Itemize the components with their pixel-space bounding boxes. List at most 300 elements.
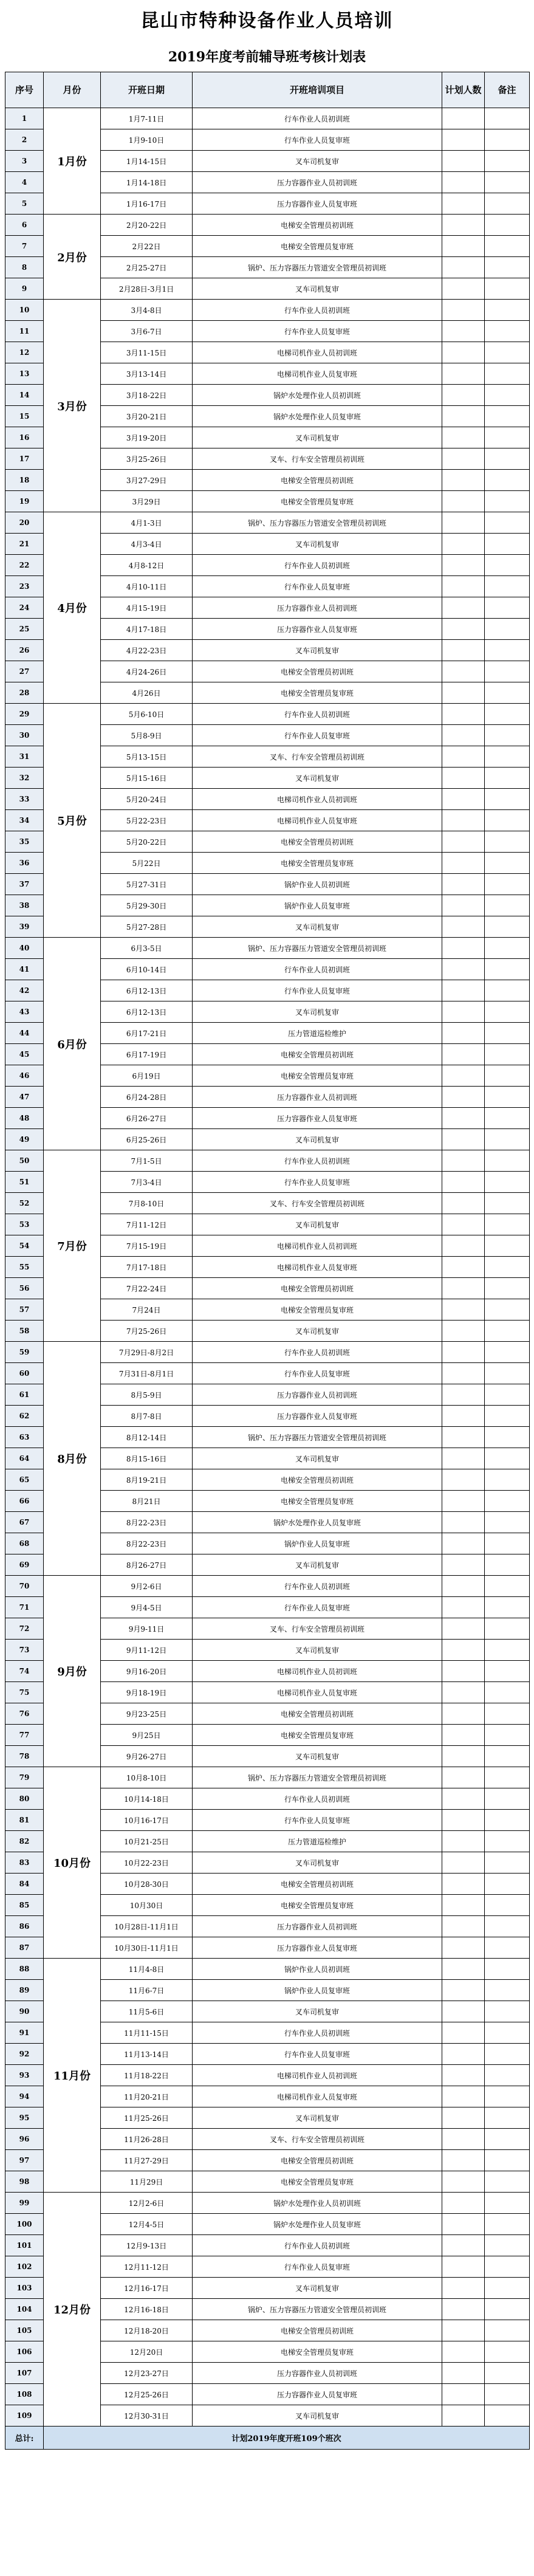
start-date-cell: 1月14-18日 bbox=[101, 172, 193, 193]
row-index: 40 bbox=[5, 938, 44, 959]
row-index: 50 bbox=[5, 1150, 44, 1172]
start-date-cell: 8月7-8日 bbox=[101, 1406, 193, 1427]
planned-count-cell bbox=[442, 640, 485, 661]
project-cell: 叉车、行车安全管理员初训班 bbox=[193, 2129, 442, 2150]
planned-count-cell bbox=[442, 980, 485, 1001]
page-subtitle: 2019年度考前辅导班考核计划表 bbox=[168, 49, 366, 65]
start-date-cell: 11月27-29日 bbox=[101, 2150, 193, 2171]
planned-count-cell bbox=[442, 1703, 485, 1725]
planned-count-cell bbox=[442, 555, 485, 576]
remarks-cell bbox=[485, 1342, 530, 1363]
start-date-cell: 4月22-23日 bbox=[101, 640, 193, 661]
project-cell: 行车作业人员初训班 bbox=[193, 1342, 442, 1363]
start-date-cell: 10月14-18日 bbox=[101, 1788, 193, 1810]
start-date-cell: 3月29日 bbox=[101, 491, 193, 512]
planned-count-cell bbox=[442, 682, 485, 704]
planned-count-cell bbox=[442, 1469, 485, 1491]
project-cell: 叉车司机复审 bbox=[193, 1129, 442, 1150]
project-cell: 电梯安全管理员初训班 bbox=[193, 215, 442, 236]
row-index: 21 bbox=[5, 534, 44, 555]
month-cell: 7月份 bbox=[44, 1150, 101, 1342]
start-date-cell: 4月26日 bbox=[101, 682, 193, 704]
remarks-cell bbox=[485, 1406, 530, 1427]
start-date-cell: 12月25-26日 bbox=[101, 2384, 193, 2405]
start-date-cell: 10月8-10日 bbox=[101, 1767, 193, 1788]
start-date-cell: 5月20-22日 bbox=[101, 831, 193, 853]
start-date-cell: 12月30-31日 bbox=[101, 2405, 193, 2427]
project-cell: 电梯司机作业人员复审班 bbox=[193, 1682, 442, 1703]
planned-count-cell bbox=[442, 151, 485, 172]
project-cell: 电梯司机作业人员复审班 bbox=[193, 810, 442, 831]
row-index: 107 bbox=[5, 2363, 44, 2384]
start-date-cell: 7月25-26日 bbox=[101, 1321, 193, 1342]
project-cell: 锅炉、压力容器压力管道安全管理员初训班 bbox=[193, 257, 442, 278]
project-cell: 电梯安全管理员复审班 bbox=[193, 2341, 442, 2363]
project-cell: 叉车司机复审 bbox=[193, 2001, 442, 2022]
remarks-cell bbox=[485, 1299, 530, 1321]
page-title: 昆山市特种设备作业人员培训 bbox=[140, 10, 394, 32]
remarks-cell bbox=[485, 1640, 530, 1661]
project-cell: 电梯安全管理员复审班 bbox=[193, 2171, 442, 2193]
row-index: 104 bbox=[5, 2299, 44, 2320]
month-cell: 2月份 bbox=[44, 215, 101, 300]
table-row bbox=[5, 215, 530, 236]
start-date-cell: 12月11-12日 bbox=[101, 2256, 193, 2278]
planned-count-cell bbox=[442, 257, 485, 278]
planned-count-cell bbox=[442, 1299, 485, 1321]
planned-count-cell bbox=[442, 725, 485, 746]
row-index: 74 bbox=[5, 1661, 44, 1682]
month-cell: 10月份 bbox=[44, 1767, 101, 1959]
row-index: 80 bbox=[5, 1788, 44, 1810]
start-date-cell: 5月6-10日 bbox=[101, 704, 193, 725]
start-date-cell: 10月30日-11月1日 bbox=[101, 1937, 193, 1959]
row-index: 85 bbox=[5, 1895, 44, 1916]
planned-count-cell bbox=[442, 1150, 485, 1172]
row-index: 65 bbox=[5, 1469, 44, 1491]
row-index: 48 bbox=[5, 1108, 44, 1129]
planned-count-cell bbox=[442, 916, 485, 938]
planned-count-cell bbox=[442, 1788, 485, 1810]
remarks-cell bbox=[485, 257, 530, 278]
remarks-cell bbox=[485, 278, 530, 300]
remarks-cell bbox=[485, 1044, 530, 1065]
row-index: 62 bbox=[5, 1406, 44, 1427]
remarks-cell bbox=[485, 1023, 530, 1044]
project-cell: 行车作业人员初训班 bbox=[193, 2235, 442, 2256]
remarks-cell bbox=[485, 300, 530, 321]
planned-count-cell bbox=[442, 1640, 485, 1661]
project-cell: 压力容器作业人员初训班 bbox=[193, 1384, 442, 1406]
remarks-cell bbox=[485, 1788, 530, 1810]
table-row bbox=[5, 1342, 530, 1363]
remarks-cell bbox=[485, 576, 530, 597]
project-cell: 电梯安全管理员初训班 bbox=[193, 2320, 442, 2341]
start-date-cell: 12月4-5日 bbox=[101, 2214, 193, 2235]
planned-count-cell bbox=[442, 2299, 485, 2320]
row-index: 9 bbox=[5, 278, 44, 300]
planned-count-cell bbox=[442, 491, 485, 512]
project-cell: 叉车司机复审 bbox=[193, 2107, 442, 2129]
planned-count-cell bbox=[442, 2065, 485, 2086]
planned-count-cell bbox=[442, 874, 485, 895]
planned-count-cell bbox=[442, 576, 485, 597]
row-index: 16 bbox=[5, 427, 44, 448]
project-cell: 叉车司机复审 bbox=[193, 640, 442, 661]
planned-count-cell bbox=[442, 1044, 485, 1065]
start-date-cell: 9月18-19日 bbox=[101, 1682, 193, 1703]
start-date-cell: 4月10-11日 bbox=[101, 576, 193, 597]
planned-count-cell bbox=[442, 1448, 485, 1469]
project-cell: 叉车司机复审 bbox=[193, 916, 442, 938]
planned-count-cell bbox=[442, 1618, 485, 1640]
start-date-cell: 5月27-28日 bbox=[101, 916, 193, 938]
planned-count-cell bbox=[442, 406, 485, 427]
row-index: 102 bbox=[5, 2256, 44, 2278]
remarks-cell bbox=[485, 1554, 530, 1576]
remarks-cell bbox=[485, 1576, 530, 1597]
start-date-cell: 11月4-8日 bbox=[101, 1959, 193, 1980]
planned-count-cell bbox=[442, 831, 485, 853]
row-index: 11 bbox=[5, 321, 44, 342]
project-cell: 叉车、行车安全管理员初训班 bbox=[193, 1618, 442, 1640]
remarks-cell bbox=[485, 1427, 530, 1448]
row-index: 24 bbox=[5, 597, 44, 619]
header-remarks: 备注 bbox=[485, 72, 530, 108]
remarks-cell bbox=[485, 831, 530, 853]
remarks-cell bbox=[485, 2171, 530, 2193]
project-cell: 锅炉作业人员复审班 bbox=[193, 1980, 442, 2001]
row-index: 99 bbox=[5, 2193, 44, 2214]
planned-count-cell bbox=[442, 1108, 485, 1129]
planned-count-cell bbox=[442, 1874, 485, 1895]
planned-count-cell bbox=[442, 2044, 485, 2065]
start-date-cell: 4月3-4日 bbox=[101, 534, 193, 555]
row-index: 83 bbox=[5, 1852, 44, 1874]
row-index: 14 bbox=[5, 385, 44, 406]
project-cell: 锅炉、压力容器压力管道安全管理员初训班 bbox=[193, 2299, 442, 2320]
row-index: 56 bbox=[5, 1278, 44, 1299]
planned-count-cell bbox=[442, 959, 485, 980]
project-cell: 行车作业人员初训班 bbox=[193, 2022, 442, 2044]
row-index: 49 bbox=[5, 1129, 44, 1150]
project-cell: 叉车司机复审 bbox=[193, 534, 442, 555]
remarks-cell bbox=[485, 1257, 530, 1278]
row-index: 13 bbox=[5, 363, 44, 385]
planned-count-cell bbox=[442, 2341, 485, 2363]
project-cell: 电梯司机作业人员初训班 bbox=[193, 789, 442, 810]
project-cell: 电梯安全管理员复审班 bbox=[193, 1299, 442, 1321]
start-date-cell: 8月22-23日 bbox=[101, 1512, 193, 1533]
row-index: 20 bbox=[5, 512, 44, 534]
row-index: 86 bbox=[5, 1916, 44, 1937]
project-cell: 压力容器作业人员初训班 bbox=[193, 1916, 442, 1937]
row-index: 31 bbox=[5, 746, 44, 768]
start-date-cell: 11月5-6日 bbox=[101, 2001, 193, 2022]
remarks-cell bbox=[485, 1129, 530, 1150]
start-date-cell: 2月22日 bbox=[101, 236, 193, 257]
month-cell: 11月份 bbox=[44, 1959, 101, 2193]
remarks-cell bbox=[485, 1278, 530, 1299]
start-date-cell: 6月26-27日 bbox=[101, 1108, 193, 1129]
project-cell: 叉车司机复审 bbox=[193, 1448, 442, 1469]
start-date-cell: 3月18-22日 bbox=[101, 385, 193, 406]
remarks-cell bbox=[485, 1491, 530, 1512]
project-cell: 叉车司机复审 bbox=[193, 278, 442, 300]
row-index: 94 bbox=[5, 2086, 44, 2107]
planned-count-cell bbox=[442, 1342, 485, 1363]
row-index: 103 bbox=[5, 2278, 44, 2299]
planned-count-cell bbox=[442, 1895, 485, 1916]
start-date-cell: 4月15-19日 bbox=[101, 597, 193, 619]
start-date-cell: 5月22-23日 bbox=[101, 810, 193, 831]
project-cell: 锅炉水处理作业人员初训班 bbox=[193, 2193, 442, 2214]
row-index: 78 bbox=[5, 1746, 44, 1767]
project-cell: 行车作业人员复审班 bbox=[193, 321, 442, 342]
start-date-cell: 12月16-17日 bbox=[101, 2278, 193, 2299]
row-index: 39 bbox=[5, 916, 44, 938]
project-cell: 行车作业人员复审班 bbox=[193, 980, 442, 1001]
remarks-cell bbox=[485, 1001, 530, 1023]
month-cell: 12月份 bbox=[44, 2193, 101, 2427]
remarks-cell bbox=[485, 470, 530, 491]
start-date-cell: 12月16-18日 bbox=[101, 2299, 193, 2320]
planned-count-cell bbox=[442, 1235, 485, 1257]
remarks-cell bbox=[485, 1810, 530, 1831]
planned-count-cell bbox=[442, 2001, 485, 2022]
remarks-cell bbox=[485, 1959, 530, 1980]
start-date-cell: 4月17-18日 bbox=[101, 619, 193, 640]
project-cell: 叉车司机复审 bbox=[193, 1852, 442, 1874]
row-index: 52 bbox=[5, 1193, 44, 1214]
start-date-cell: 1月16-17日 bbox=[101, 193, 193, 215]
remarks-cell bbox=[485, 1831, 530, 1852]
project-cell: 压力容器作业人员复审班 bbox=[193, 619, 442, 640]
row-index: 34 bbox=[5, 810, 44, 831]
planned-count-cell bbox=[442, 1512, 485, 1533]
planned-count-cell bbox=[442, 2256, 485, 2278]
start-date-cell: 6月3-5日 bbox=[101, 938, 193, 959]
remarks-cell bbox=[485, 2107, 530, 2129]
start-date-cell: 8月21日 bbox=[101, 1491, 193, 1512]
remarks-cell bbox=[485, 2320, 530, 2341]
row-index: 72 bbox=[5, 1618, 44, 1640]
project-cell: 叉车司机复审 bbox=[193, 768, 442, 789]
start-date-cell: 5月27-31日 bbox=[101, 874, 193, 895]
start-date-cell: 7月29日-8月2日 bbox=[101, 1342, 193, 1363]
row-index: 89 bbox=[5, 1980, 44, 2001]
project-cell: 行车作业人员初训班 bbox=[193, 300, 442, 321]
project-cell: 叉车司机复审 bbox=[193, 151, 442, 172]
remarks-cell bbox=[485, 2341, 530, 2363]
start-date-cell: 3月19-20日 bbox=[101, 427, 193, 448]
row-index: 69 bbox=[5, 1554, 44, 1576]
row-index: 23 bbox=[5, 576, 44, 597]
row-index: 58 bbox=[5, 1321, 44, 1342]
start-date-cell: 6月12-13日 bbox=[101, 1001, 193, 1023]
remarks-cell bbox=[485, 2363, 530, 2384]
planned-count-cell bbox=[442, 1831, 485, 1852]
start-date-cell: 8月12-14日 bbox=[101, 1427, 193, 1448]
row-index: 15 bbox=[5, 406, 44, 427]
start-date-cell: 9月9-11日 bbox=[101, 1618, 193, 1640]
remarks-cell bbox=[485, 2299, 530, 2320]
planned-count-cell bbox=[442, 385, 485, 406]
row-index: 60 bbox=[5, 1363, 44, 1384]
remarks-cell bbox=[485, 1172, 530, 1193]
remarks-cell bbox=[485, 1682, 530, 1703]
row-index: 8 bbox=[5, 257, 44, 278]
remarks-cell bbox=[485, 725, 530, 746]
start-date-cell: 9月2-6日 bbox=[101, 1576, 193, 1597]
row-index: 98 bbox=[5, 2171, 44, 2193]
remarks-cell bbox=[485, 406, 530, 427]
planned-count-cell bbox=[442, 512, 485, 534]
header-month: 月份 bbox=[44, 72, 101, 108]
remarks-cell bbox=[485, 768, 530, 789]
project-cell: 行车作业人员复审班 bbox=[193, 1597, 442, 1618]
project-cell: 压力容器作业人员初训班 bbox=[193, 1087, 442, 1108]
row-index: 75 bbox=[5, 1682, 44, 1703]
row-index: 45 bbox=[5, 1044, 44, 1065]
project-cell: 锅炉作业人员初训班 bbox=[193, 874, 442, 895]
project-cell: 压力容器作业人员初训班 bbox=[193, 597, 442, 619]
row-index: 77 bbox=[5, 1725, 44, 1746]
remarks-cell bbox=[485, 2193, 530, 2214]
remarks-cell bbox=[485, 129, 530, 151]
project-cell: 行车作业人员复审班 bbox=[193, 2256, 442, 2278]
project-cell: 压力管道巡检维护 bbox=[193, 1831, 442, 1852]
remarks-cell bbox=[485, 895, 530, 916]
project-cell: 行车作业人员初训班 bbox=[193, 959, 442, 980]
start-date-cell: 11月18-22日 bbox=[101, 2065, 193, 2086]
row-index: 76 bbox=[5, 1703, 44, 1725]
remarks-cell bbox=[485, 1916, 530, 1937]
planned-count-cell bbox=[442, 1810, 485, 1831]
remarks-cell bbox=[485, 874, 530, 895]
start-date-cell: 4月1-3日 bbox=[101, 512, 193, 534]
planned-count-cell bbox=[442, 2278, 485, 2299]
start-date-cell: 9月23-25日 bbox=[101, 1703, 193, 1725]
start-date-cell: 3月4-8日 bbox=[101, 300, 193, 321]
header-start-date: 开班日期 bbox=[101, 72, 193, 108]
project-cell: 叉车司机复审 bbox=[193, 1214, 442, 1235]
project-cell: 行车作业人员复审班 bbox=[193, 1363, 442, 1384]
start-date-cell: 2月25-27日 bbox=[101, 257, 193, 278]
remarks-cell bbox=[485, 363, 530, 385]
project-cell: 电梯安全管理员初训班 bbox=[193, 1703, 442, 1725]
planned-count-cell bbox=[442, 1554, 485, 1576]
remarks-cell bbox=[485, 1597, 530, 1618]
remarks-cell bbox=[485, 1725, 530, 1746]
row-index: 35 bbox=[5, 831, 44, 853]
planned-count-cell bbox=[442, 2129, 485, 2150]
project-cell: 叉车司机复审 bbox=[193, 2405, 442, 2427]
remarks-cell bbox=[485, 1214, 530, 1235]
table-row bbox=[5, 1150, 530, 1172]
project-cell: 行车作业人员复审班 bbox=[193, 1810, 442, 1831]
remarks-cell bbox=[485, 1235, 530, 1257]
remarks-cell bbox=[485, 491, 530, 512]
start-date-cell: 5月22日 bbox=[101, 853, 193, 874]
start-date-cell: 7月24日 bbox=[101, 1299, 193, 1321]
start-date-cell: 12月2-6日 bbox=[101, 2193, 193, 2214]
remarks-cell bbox=[485, 916, 530, 938]
planned-count-cell bbox=[442, 300, 485, 321]
remarks-cell bbox=[485, 2022, 530, 2044]
planned-count-cell bbox=[442, 1257, 485, 1278]
planned-count-cell bbox=[442, 1533, 485, 1554]
start-date-cell: 10月16-17日 bbox=[101, 1810, 193, 1831]
row-index: 82 bbox=[5, 1831, 44, 1852]
project-cell: 电梯司机作业人员复审班 bbox=[193, 363, 442, 385]
planned-count-cell bbox=[442, 1852, 485, 1874]
start-date-cell: 11月26-28日 bbox=[101, 2129, 193, 2150]
start-date-cell: 10月28-30日 bbox=[101, 1874, 193, 1895]
planned-count-cell bbox=[442, 2214, 485, 2235]
start-date-cell: 12月23-27日 bbox=[101, 2363, 193, 2384]
project-cell: 电梯安全管理员初训班 bbox=[193, 1874, 442, 1895]
planned-count-cell bbox=[442, 619, 485, 640]
remarks-cell bbox=[485, 151, 530, 172]
row-index: 26 bbox=[5, 640, 44, 661]
start-date-cell: 9月25日 bbox=[101, 1725, 193, 1746]
start-date-cell: 4月8-12日 bbox=[101, 555, 193, 576]
table-row bbox=[5, 704, 530, 725]
planned-count-cell bbox=[442, 1916, 485, 1937]
project-cell: 叉车、行车安全管理员初训班 bbox=[193, 746, 442, 768]
planned-count-cell bbox=[442, 1937, 485, 1959]
planned-count-cell bbox=[442, 172, 485, 193]
remarks-cell bbox=[485, 342, 530, 363]
remarks-cell bbox=[485, 534, 530, 555]
planned-count-cell bbox=[442, 938, 485, 959]
row-index: 57 bbox=[5, 1299, 44, 1321]
table-row bbox=[5, 2193, 530, 2214]
planned-count-cell bbox=[442, 704, 485, 725]
project-cell: 电梯安全管理员复审班 bbox=[193, 1491, 442, 1512]
project-cell: 锅炉、压力容器压力管道安全管理员初训班 bbox=[193, 1427, 442, 1448]
start-date-cell: 7月15-19日 bbox=[101, 1235, 193, 1257]
project-cell: 电梯司机作业人员复审班 bbox=[193, 1257, 442, 1278]
planned-count-cell bbox=[442, 2235, 485, 2256]
remarks-cell bbox=[485, 661, 530, 682]
remarks-cell bbox=[485, 193, 530, 215]
project-cell: 行车作业人员复审班 bbox=[193, 725, 442, 746]
table-header-row bbox=[5, 72, 530, 108]
header-planned-count: 计划人数 bbox=[442, 72, 485, 108]
row-index: 17 bbox=[5, 448, 44, 470]
planned-count-cell bbox=[442, 1746, 485, 1767]
remarks-cell bbox=[485, 1150, 530, 1172]
remarks-cell bbox=[485, 2384, 530, 2405]
row-index: 10 bbox=[5, 300, 44, 321]
project-cell: 叉车司机复审 bbox=[193, 1321, 442, 1342]
remarks-cell bbox=[485, 108, 530, 129]
project-cell: 压力容器作业人员初训班 bbox=[193, 2363, 442, 2384]
start-date-cell: 1月14-15日 bbox=[101, 151, 193, 172]
planned-count-cell bbox=[442, 1959, 485, 1980]
planned-count-cell bbox=[442, 2107, 485, 2129]
remarks-cell bbox=[485, 215, 530, 236]
start-date-cell: 5月15-16日 bbox=[101, 768, 193, 789]
planned-count-cell bbox=[442, 236, 485, 257]
row-index: 7 bbox=[5, 236, 44, 257]
row-index: 73 bbox=[5, 1640, 44, 1661]
project-cell: 压力容器作业人员复审班 bbox=[193, 2384, 442, 2405]
row-index: 84 bbox=[5, 1874, 44, 1895]
planned-count-cell bbox=[442, 321, 485, 342]
